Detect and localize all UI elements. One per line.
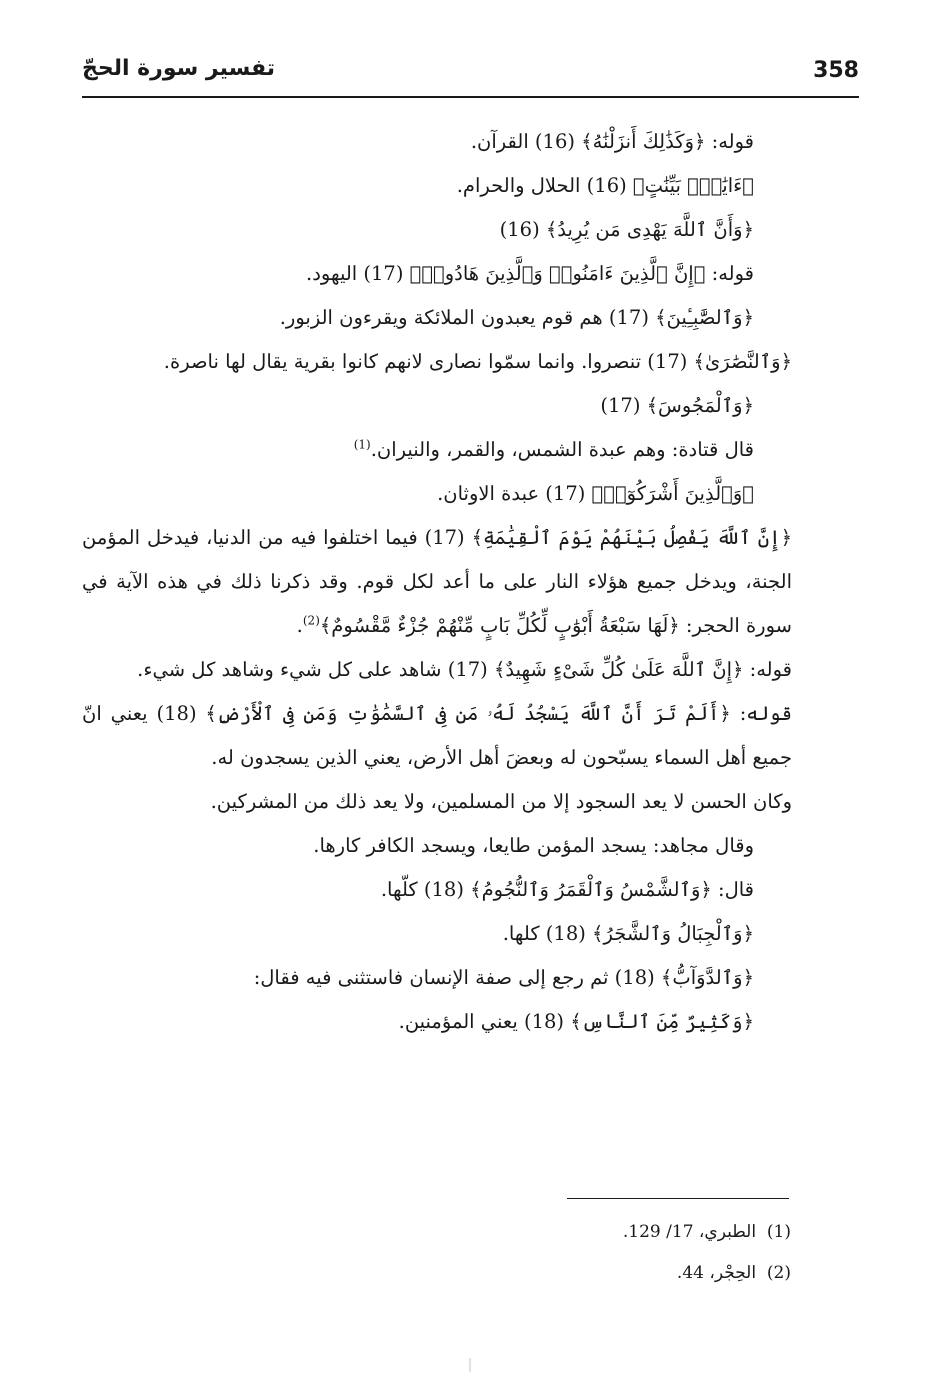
paragraph: قوله: ﴿أَلَمْ تَرَ أَنَّ ٱللَّهَ يَسْجُدُ لَهُۥ مَن فِى ٱلسَّمَٰوَٰتِ وَمَن فِى ٱلْأَرْضِ﴾ (18) يعني انّ جميع أهل السماء يسبّحون له وبعضَ أهل الأرض، يعني الذين يسجدون له. <box>82 702 793 769</box>
footnote-text: الحِجْر، 44. <box>676 1263 757 1283</box>
page-number: 358 <box>813 58 859 83</box>
paragraph: قوله: ﴿وَكَذَٰلِكَ أَنزَلْنَٰهُ﴾ (16) القرآن. <box>470 130 754 153</box>
paragraph: ﴿وَٱلْمَجُوسَ﴾ (17) <box>600 394 754 417</box>
footnotes <box>191 1212 791 1294</box>
paragraph: وكان الحسن لا يعد السجود إلا من المسلمين، ولا يعد ذلك من المشركين. <box>210 790 792 813</box>
paragraph: قوله: ﴿إِنَّ ٱللَّهَ عَلَىٰ كُلِّ شَىْءٍ شَهِيدٌ﴾ (17) شاهد على كل شيء وشاهد كل شيء. <box>137 658 792 681</box>
paragraph: ﴿وَٱلنَّصَٰرَىٰ﴾ (17) تنصروا. وانما سمّوا نصارى لانهم كانوا بقرية يقال لها ناصرة. <box>163 350 792 373</box>
footnote-separator <box>567 1198 789 1199</box>
footnote <box>191 1253 791 1294</box>
footnote-reference: (2) <box>302 613 320 628</box>
footnote-reference: (1) <box>353 437 371 452</box>
paragraph: ﴿وَٱلدَّوَآبُّ﴾ (18) ثم رجع إلى صفة الإنسان فاستثنى فيه فقال: <box>253 966 754 989</box>
main-text <box>82 120 792 1044</box>
paragraph: وقال مجاهد: يسجد المؤمن طايعا، ويسجد الكافر كارها. <box>313 834 754 857</box>
paragraph: ﴿إِنَّ ٱللَّهَ يَفْصِلُ بَيْنَهُمْ يَوْمَ ٱلْقِيَٰمَةِ﴾ (17) فيما اختلفوا فيه من الدنيا، فيدخل المؤمن الجنة، ويدخل جميع هؤلاء النار على ما أعد لكل قوم. وقد ذكرنا ذلك في هذه الآية في سورة الحجر: ﴿لَهَا سَبْعَةُ أَبْوَٰبٍ لِّكُلِّ بَابٍ مِّنْهُمْ جُزْءٌ مَّقْسُومٌ﴾$^{(2)}$. <box>82 526 792 637</box>
paragraph: قال قتادة: وهم عبدة الشمس، والقمر، والنيران.$^{(1)}$ <box>353 437 754 461</box>
paragraph: ﴿وَكَثِيرٌ مِّنَ ٱلنَّاسِ﴾ (18) يعني المؤمنين. <box>398 1010 754 1033</box>
footnote <box>191 1212 791 1253</box>
running-title: تفسير سورة الحجّ <box>82 56 276 81</box>
page-header <box>82 56 859 98</box>
paragraph: قال: ﴿وَٱلشَّمْسُ وَٱلْقَمَرُ وَٱلنُّجُومُ﴾ (18) كلّها. <box>380 878 754 901</box>
footnote-number: (2) <box>766 1263 791 1283</box>
paragraph: ﴿وَٱلَّذِينَ أَشْرَكُوٓا۟﴾ (17) عبدة الاوثان. <box>437 482 754 505</box>
paragraph: ﴿وَأَنَّ ٱللَّهَ يَهْدِى مَن يُرِيدُ﴾ (16) <box>499 218 754 241</box>
paragraph: ﴿ءَايَٰتٍۭ بَيِّنَٰتٍ﴾ (16) الحلال والحرام. <box>456 174 754 197</box>
paragraph: ﴿وَٱلصَّٰبِـِٔينَ﴾ (17) هم قوم يعبدون الملائكة ويقرءون الزبور. <box>279 306 754 329</box>
scan-mark <box>469 1358 471 1372</box>
paragraph: ﴿وَٱلْجِبَالُ وَٱلشَّجَرُ﴾ (18) كلها. <box>502 922 754 945</box>
footnote-number: (1) <box>766 1222 791 1242</box>
footnote-text: الطبري، 17/ 129. <box>622 1222 757 1242</box>
paragraph: قوله: ﴿إِنَّ ٱلَّذِينَ ءَامَنُوا۟ وَٱلَّذِينَ هَادُوا۟﴾ (17) اليهود. <box>306 262 754 285</box>
